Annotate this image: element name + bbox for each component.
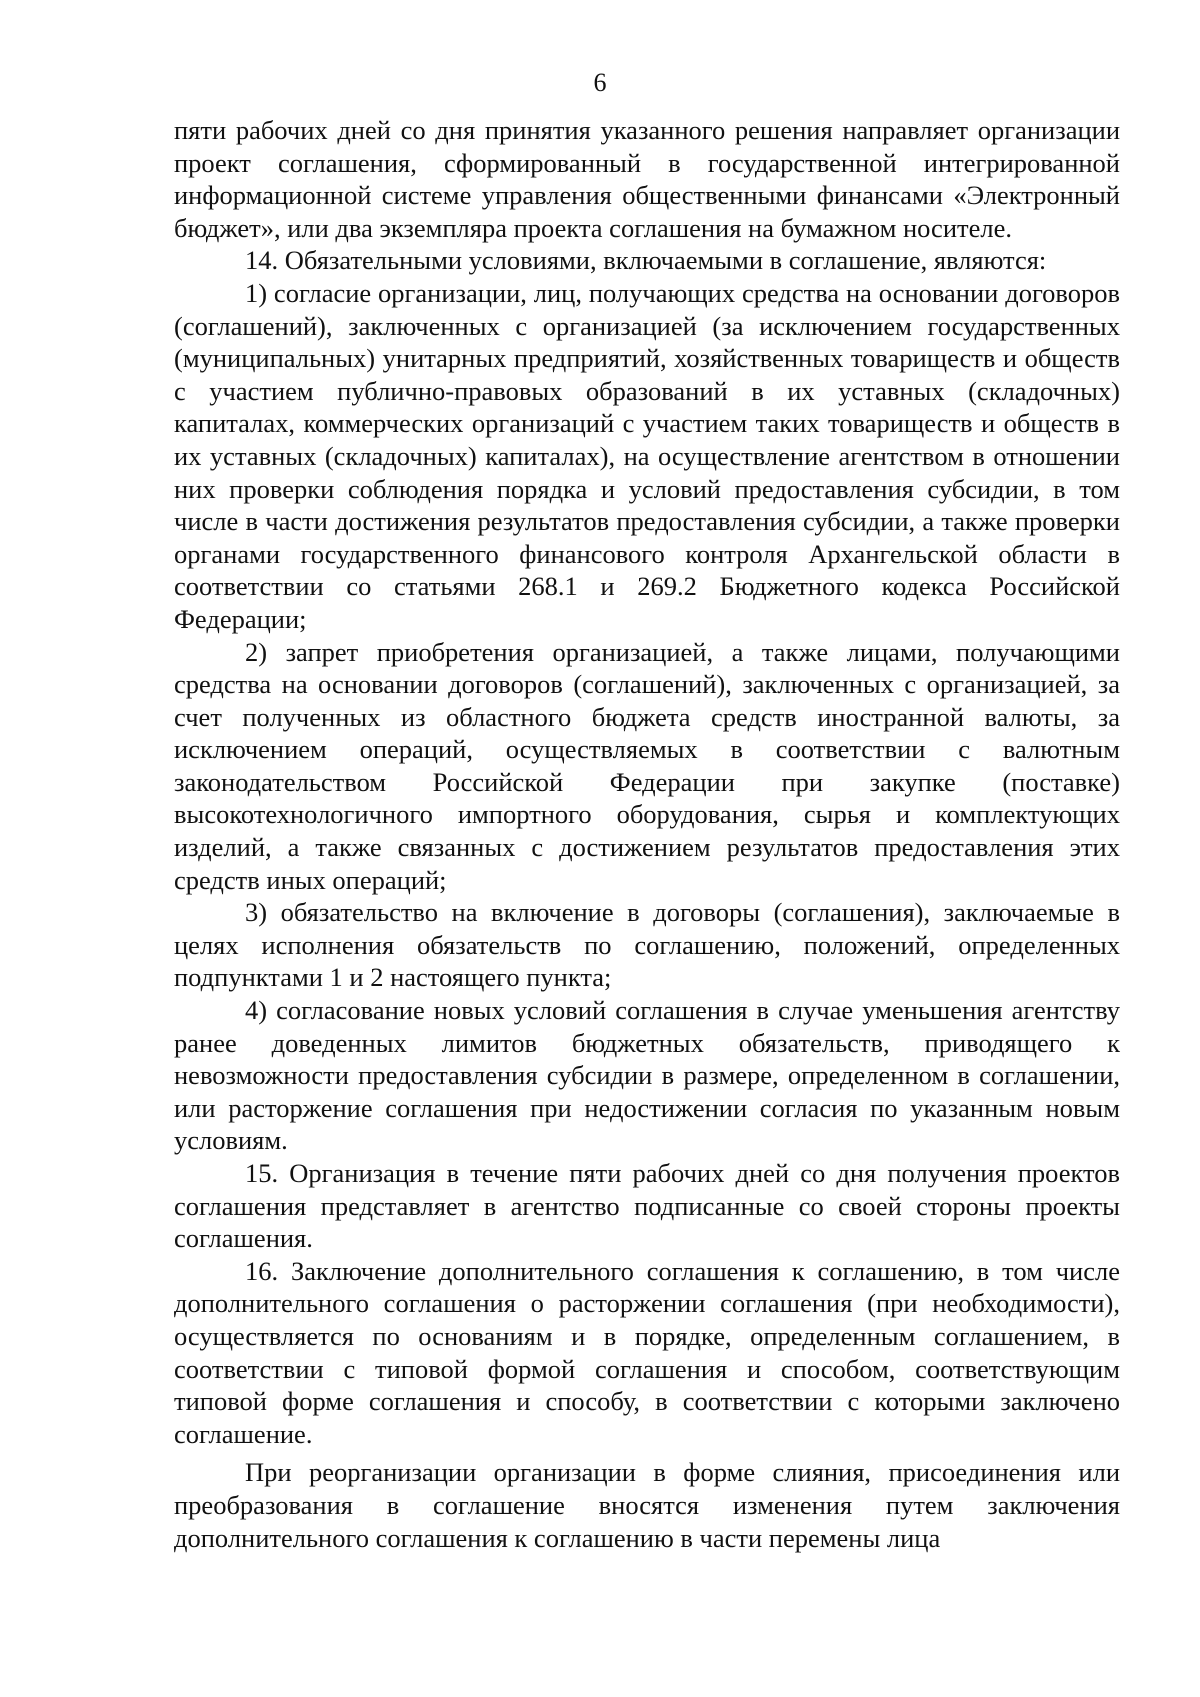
- page-number: 6: [593, 68, 607, 97]
- paragraph-item-16: 16. Заключение дополнительного соглашения к соглашению, в том числе дополнительного соглашения о расторжении соглашения (при необходимости), осуществляется по основаниям и в порядке, определенным соглашением, в соответствии с типовой формой соглашения и способом, соответствующим типовой форме соглашения и способу, в соответствии с которыми заключено соглашение.: [174, 1255, 1120, 1449]
- paragraph-subitem-1: 1) согласие организации, лиц, получающих средства на основании договоров (соглашений), заключенных с организацией (за исключением государственных (муниципальных) унитарных предприятий, хозяйственных товариществ и обществ с участием публично-правовых образований в их уставных (складочных) капиталах, коммерческих организаций с участием таких товариществ и обществ в их уставных (складочных) капиталах), на осуществление агентством в отношении них проверки соблюдения порядка и условий предоставления субсидии, в том числе в части достижения результатов предоставления субсидии, а также проверки органами государственного финансового контроля Архангельской области в соответствии со статьями 268.1 и 269.2 Бюджетного кодекса Российской Федерации;: [174, 277, 1120, 634]
- paragraph-reorganization: При реорганизации организации в форме слияния, присоединения или преобразования в соглашение вносятся изменения путем заключения дополнительного соглашения к соглашению в части перемены лица: [174, 1457, 1120, 1553]
- paragraph-continuation: пяти рабочих дней со дня принятия указанного решения направляет организации проект соглашения, сформированный в государственной интегрированной информационной системе управления общественными финансами «Электронный бюджет», или два экземпляра проекта соглашения на бумажном носителе.: [174, 115, 1120, 243]
- paragraph-subitem-4: 4) согласование новых условий соглашения в случае уменьшения агентству ранее доведенных лимитов бюджетных обязательств, приводящего к невозможности предоставления субсидии в размере, определенном в соглашении, или расторжение соглашения при недостижении согласия по указанным новым условиям.: [174, 995, 1120, 1156]
- paragraph-item-15: 15. Организация в течение пяти рабочих дней со дня получения проектов соглашения представляет в агентство подписанные со своей стороны проекты соглашения.: [174, 1158, 1120, 1254]
- document-body: [174, 114, 1120, 1554]
- paragraph-subitem-2: 2) запрет приобретения организацией, а также лицами, получающими средства на основании договоров (соглашений), заключенных с организацией, за счет полученных из областного бюджета средств иностранной валюты, за исключением операций, осуществляемых в соответствии с валютным законодательством Российской Федерации при закупке (поставке) высокотехнологичного импортного оборудования, сырья и комплектующих изделий, а также связанных с достижением результатов предоставления этих средств иных операций;: [174, 636, 1120, 895]
- paragraph-item-14: 14. Обязательными условиями, включаемыми в соглашение, являются:: [245, 245, 1047, 276]
- paragraph-subitem-3: 3) обязательство на включение в договоры (соглашения), заключаемые в целях исполнения обязательств по соглашению, положений, определенных подпунктами 1 и 2 настоящего пункта;: [174, 897, 1120, 993]
